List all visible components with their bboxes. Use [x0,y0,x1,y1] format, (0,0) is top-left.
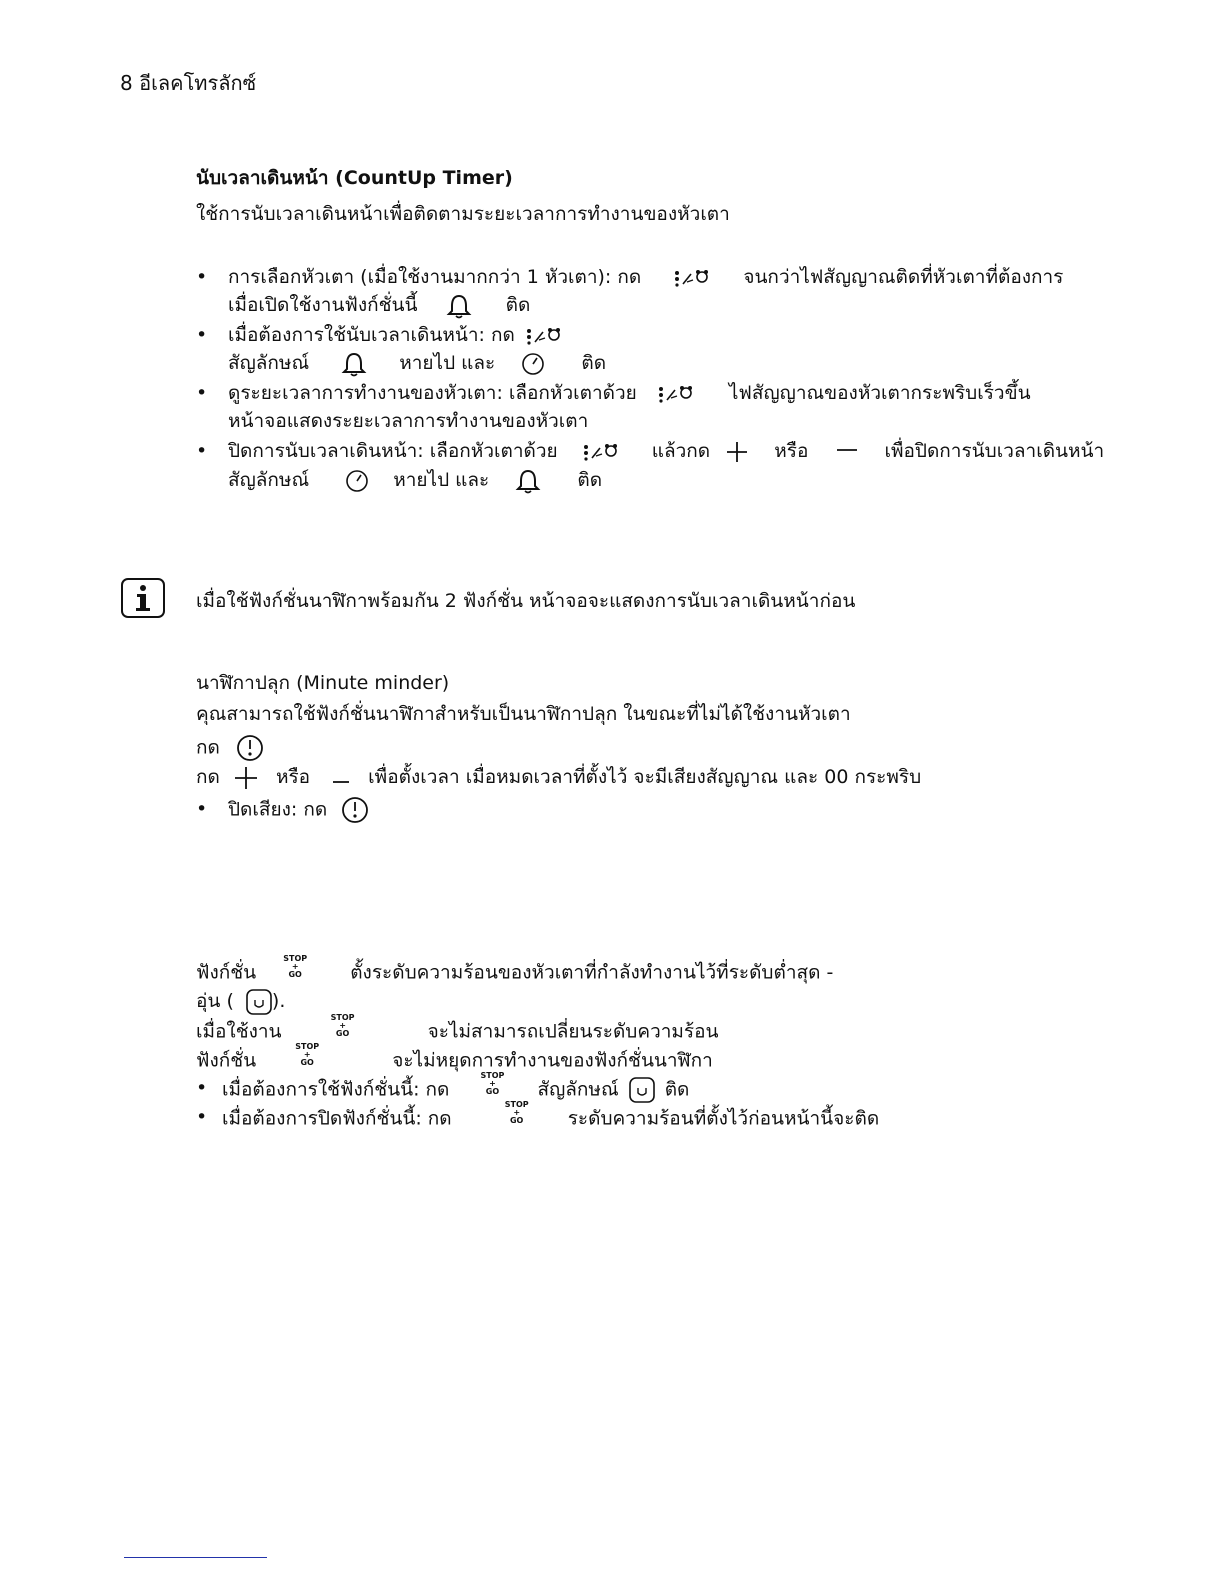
go-label: GO [300,1058,314,1067]
countup-b1-text-b: จนกว่าไฟสัญญาณติดที่หัวเตาที่ต้องการ [743,266,1064,288]
info-icon [121,578,165,618]
countup-b4-text-c: หรือ [774,440,809,462]
stop-go-icon [502,1100,532,1130]
timer-icon [341,796,369,824]
minute-minder-line-set [196,764,921,791]
stopgo-l1-text-b: ตั้งระดับความร้อนของหัวเตาที่กำลังทำงานไว้ที่ระดับต่ำสุด - [350,961,834,984]
stopgo-b1-text-b: สัญลักษณ์ [537,1078,619,1101]
zone-select-icon [657,381,699,407]
stopgo-b2-text-b: ระดับความร้อนที่ตั้งไว้ก่อนหน้านี้จะติด [567,1107,880,1130]
plus-label: + [489,1079,496,1088]
minute-minder-press-text: กด [196,736,220,759]
stop-label: STOP [480,1071,505,1080]
bullet: • [196,1077,208,1099]
stop-go-icon [477,1071,507,1101]
go-label: GO [485,1087,500,1096]
minute-minder-title: นาฬิกาปลุก (Minute minder) [196,672,450,694]
plus-icon [726,439,748,465]
zone-select-icon [673,265,715,291]
stopgo-line-1 [196,954,834,988]
stop-label: STOP [295,1042,320,1051]
countup-b1-text-a: การเลือกหัวเตา (เมื่อใช้งานมากกว่า 1 หัวเตา): กด [228,266,642,288]
countup-b2-text-b: สัญลักษณ์ [228,352,310,374]
go-label: GO [509,1116,524,1125]
timer-icon [236,734,264,762]
stopgo-l3-text-a: เมื่อใช้งาน [196,1020,282,1043]
stopgo-b1-text-a: เมื่อต้องการใช้ฟังก์ชั่นนี้: กด [222,1078,450,1101]
stop-go-icon [280,954,310,984]
countup-b4-text-f: หายไป และ [393,469,490,491]
plus-label: + [513,1108,521,1117]
countup-b4-text-a: ปิดการนับเวลาเดินหน้า: เลือกหัวเตาด้วย [228,440,558,462]
countup-bullet-2-line-1 [228,322,567,349]
bell-icon [515,467,541,494]
plus-label: + [291,962,299,971]
bullet: • [196,324,208,346]
countup-b4-text-d: เพื่อปิดการนับเวลาเดินหน้า [884,440,1105,462]
stopgo-bullet-1 [222,1071,690,1105]
stopgo-line-4 [196,1042,713,1076]
bullet: • [196,1106,208,1128]
keep-warm-icon [246,988,272,1015]
bullet: • [196,266,208,288]
countup-bullet-4-line-2 [228,467,602,494]
footer-rule [124,1557,267,1558]
zone-select-icon [525,323,567,349]
countup-b4-text-b: แล้วกด [651,440,711,462]
countup-b1-text-c: เมื่อเปิดใช้งานฟังก์ชั่นนี้ [228,294,418,316]
countup-b2-text-d: ติด [581,352,607,374]
plus-label: + [339,1021,346,1030]
minus-icon [836,439,858,465]
minus-icon [332,765,350,791]
countup-b4-text-e: สัญลักษณ์ [228,469,310,491]
zone-select-icon [582,439,624,465]
countup-bullet-1-line-1 [228,264,1063,291]
stop-go-icon [328,1013,358,1043]
countup-b3-text-a: ดูระยะเวลาการทำงานของหัวเตา: เลือกหัวเตาด้วย [228,382,637,404]
minute-minder-intro: คุณสามารถใช้ฟังก์ชั่นนาฬิกาสำหรับเป็นนาฬิกาปลุก ในขณะที่ไม่ได้ใช้งานหัวเตา [196,703,851,725]
stopgo-bullet-2 [222,1100,880,1134]
minute-minder-l2-text-c: เพื่อตั้งเวลา เมื่อหมดเวลาที่ตั้งไว้ จะมีเสียงสัญญาณ และ 00 กระพริบ [368,766,922,788]
bell-icon [446,292,472,319]
countup-b3-text-b: ไฟสัญญาณของหัวเตากระพริบเร็วขึ้น [728,382,1031,404]
countup-bullet-4-line-1 [228,438,1104,465]
minute-minder-line-press [196,734,264,762]
countup-bullet-3-line-1 [228,380,1031,407]
countup-bullet-3-line-2: หน้าจอแสดงระยะเวลาการทำงานของหัวเตา [228,410,589,432]
bell-icon [341,350,367,377]
stopgo-l1-text-a: ฟังก์ชั่น [196,961,257,984]
minute-minder-bullet-1 [228,796,369,824]
stopgo-l2-text-a: อุ่น ( [196,990,234,1012]
countup-clock-icon [521,351,545,377]
stopgo-b2-text-a: เมื่อต้องการปิดฟังก์ชั่นนี้: กด [222,1107,452,1130]
info-note-text: เมื่อใช้ฟังก์ชั่นนาฬิกาพร้อมกัน 2 ฟังก์ชั่น หน้าจอจะแสดงการนับเวลาเดินหน้าก่อน [196,590,856,612]
minute-minder-l2-text-a: กด [196,766,220,788]
stop-label: STOP [283,954,308,963]
go-label: GO [335,1029,350,1038]
bullet: • [196,440,208,462]
countup-b4-text-g: ติด [577,469,603,491]
stopgo-l3-text-b: จะไม่สามารถเปลี่ยนระดับความร้อน [427,1020,719,1043]
stop-label: STOP [504,1100,529,1109]
keep-warm-icon [629,1077,655,1104]
countup-b2-text-a: เมื่อต้องการใช้นับเวลาเดินหน้า: กด [228,324,515,346]
countup-b2-text-c: หายไป และ [399,352,496,374]
countup-intro: ใช้การนับเวลาเดินหน้าเพื่อติดตามระยะเวลาการทำงานของหัวเตา [196,203,730,225]
bullet: • [196,382,208,404]
stopgo-l4-text-b: จะไม่หยุดการทำงานของฟังก์ชั่นนาฬิกา [392,1049,713,1072]
stop-go-icon [292,1042,322,1072]
stopgo-line-2 [196,988,285,1015]
stopgo-b1-text-c: ติด [664,1078,690,1101]
page-header: 8 อีเลคโทรลักซ์ [120,71,257,95]
stopgo-l4-text-a: ฟังก์ชั่น [196,1049,257,1072]
minute-minder-b1-text: ปิดเสียง: กด [228,798,328,821]
countup-clock-icon [345,468,369,494]
minute-minder-l2-text-b: หรือ [275,766,311,788]
plus-label: + [303,1050,311,1059]
countup-bullet-1-line-2 [228,292,530,319]
bullet: • [196,798,208,820]
countup-bullet-2-line-2 [228,350,606,377]
countup-title: นับเวลาเดินหน้า (CountUp Timer) [196,167,513,189]
plus-icon [234,765,258,791]
stopgo-l2-text-b: ). [271,990,286,1012]
stop-label: STOP [330,1013,355,1022]
go-label: GO [288,970,302,979]
countup-b1-text-d: ติด [505,294,531,316]
stopgo-line-3 [196,1013,719,1047]
